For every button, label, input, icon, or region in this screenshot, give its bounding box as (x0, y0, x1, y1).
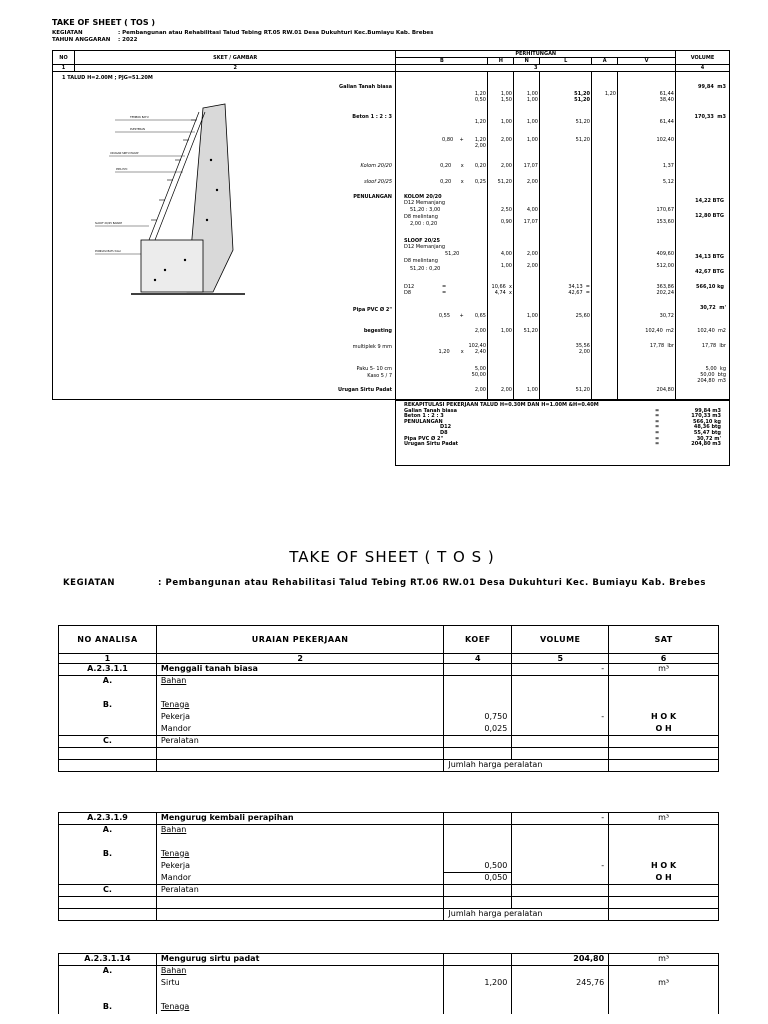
label-kaso: Kaso 5 / 7 (367, 373, 392, 379)
uru-l: 51,20 (575, 387, 590, 393)
num-5: 6 (609, 654, 719, 664)
pipa-vol: 30,72 m' (699, 305, 726, 311)
letter-b-2: B. (59, 849, 157, 861)
rekap-item (404, 442, 721, 448)
kolom-d8: D8 melintang (404, 214, 438, 220)
letter-b-1: B. (59, 700, 157, 712)
th-sketch: SKET / GAMBAR (74, 51, 395, 65)
kegiatan-label: KEGIATAN (52, 30, 83, 36)
th-koef: KOEF (444, 626, 512, 654)
rekap-d12: D12 (404, 284, 415, 290)
th-no-analisa: NO ANALISA (59, 626, 157, 654)
sketch-label-6: PONDASI BATU KALI (95, 250, 121, 253)
sirtu-koef: 1,200 (444, 978, 512, 990)
beg-vol: 102,40 m2 (697, 328, 726, 334)
md-koef-1: 0,025 (444, 724, 512, 736)
peralatan-1: Peralatan (156, 736, 443, 748)
name-3: Mengurug sirtu padat (156, 954, 443, 966)
row4-b: 0,20 x 0,25 (440, 179, 486, 185)
rekap-item-label: Galian Tanah biasa (404, 407, 457, 414)
vol-2: - (512, 813, 609, 825)
num-3: 4 (444, 654, 512, 664)
mul-l: 35,56 2,00 (575, 343, 590, 355)
beg-b: 2,00 (474, 328, 486, 334)
row3-h: 2,00 (500, 163, 512, 169)
row1-l: 51,20 (575, 119, 590, 125)
row2-v: 102,40 (656, 137, 674, 143)
mul-v: 17,78 lbr (649, 343, 674, 349)
berat-l: 34,13 = 42,67 = (568, 284, 590, 296)
rekap-item-dash: = (655, 407, 660, 414)
label-beton: Beton 1 : 2 : 3 (352, 114, 392, 120)
th-n: N (514, 58, 540, 65)
sirtu-3: Sirtu (156, 978, 443, 990)
sirtu-sat: m³ (609, 978, 719, 990)
rekap-item-value: 566,10 kg (693, 418, 721, 425)
berat-h: 10,66 x 4,74 x (491, 284, 512, 296)
sat-3: m³ (609, 954, 719, 966)
letter-a-2: A. (59, 825, 157, 837)
pk-sat-2: H O K (609, 861, 719, 873)
pekerja-1: Pekerja (156, 712, 443, 724)
rekap-item-value: 30,72 m' (696, 435, 721, 442)
uru-n: 1,00 (526, 387, 538, 393)
row1-h: 1,00 (500, 119, 512, 125)
uru-v: 204,80 (656, 387, 674, 393)
sheet1-header (52, 18, 730, 44)
rekap-item-value: 204,80 m3 (691, 441, 721, 448)
pekerja-2: Pekerja (156, 861, 444, 873)
kolom-n: 4,00 17,07 (523, 207, 538, 225)
beg-h: 1,00 (500, 328, 512, 334)
paku-b: 5,00 50,00 (471, 366, 486, 378)
kegiatan-value: : Pembangunan atau Rehabilitasi Talud Tebing RT.05 RW.01 Desa Dukuhturi Kec.Bumiayu Kab. Brebes (118, 30, 434, 36)
code-2: A.2.3.1.9 (59, 813, 157, 825)
paku-vol: 5,00 kg 50,00 btg 204,80 m3 (697, 366, 726, 384)
analisa-table-2 (58, 812, 719, 921)
mul-b: 102,40 1,20 x 2,40 (438, 343, 486, 355)
jumlah-1: Jumlah harga peralatan (444, 760, 609, 772)
pk-vol-2: - (512, 861, 609, 873)
sketch-label-4: PIPA PVC (116, 168, 128, 171)
rekap-eq1: = (442, 284, 447, 290)
sat-2: m³ (609, 813, 719, 825)
sat-1: m³ (609, 664, 719, 676)
row0-h: 1,00 1,50 (500, 91, 512, 103)
letter-a-1: A. (59, 676, 157, 688)
num-4: 5 (512, 654, 609, 664)
tenaga-2: Tenaga (156, 849, 444, 861)
kolom-vol1: 14,22 BTG (695, 198, 724, 204)
num-1: 1 (59, 654, 157, 664)
sketch-label-1: TEMBOK BATU (130, 116, 149, 119)
th-volume2: VOLUME (512, 626, 609, 654)
th-a: A (592, 58, 618, 65)
letter-c-1: C. (59, 736, 157, 748)
sloof-vol1: 34,13 BTG (695, 254, 724, 260)
talud-sketch-drawing (95, 100, 255, 300)
rekap-item-label: Pipa PVC Ø 2" (404, 435, 444, 442)
sloof-n: 2,00 2,00 (526, 251, 538, 269)
peralatan-2: Peralatan (156, 885, 444, 897)
sirtu-vol: 245,76 (512, 978, 609, 990)
sloof-v: 409,60 512,00 (656, 251, 674, 269)
th-b: B (396, 58, 488, 65)
th-h: H (488, 58, 514, 65)
row3-n: 17,07 (523, 163, 538, 169)
rekap-item-label: Urugan Sirtu Padat (404, 441, 459, 448)
uru-b: 2,00 (474, 387, 486, 393)
sheet2-kegiatan-label: KEGIATAN (63, 578, 116, 588)
th-l: L (540, 58, 592, 65)
bahan-3: Bahan (156, 966, 443, 978)
kolom-v: 170,67 153,60 (656, 207, 674, 225)
row0-a: 1,20 (604, 91, 616, 97)
row2-h: 2,00 (500, 137, 512, 143)
tahun-value: : 2022 (118, 37, 138, 43)
label-pipa: Pipa PVC Ø 2" (352, 307, 392, 313)
th-perhitungan: PERHITUNGAN (396, 51, 676, 58)
row2-b: 0,80 + 1,20 2,00 (442, 137, 486, 149)
rekap-item-label: D8 (440, 429, 448, 436)
kolom-vol2: 12,80 BTG (695, 213, 724, 219)
code-1: A.2.3.1.1 (59, 664, 157, 676)
mandor-2: Mandor (156, 873, 444, 885)
label-penulangan: PENULANGAN (353, 194, 392, 200)
th-v: V (618, 58, 676, 65)
berat-vol: 566,10 kg (696, 284, 724, 290)
md-sat-1: O H (609, 724, 719, 736)
pipa-l: 25,60 (575, 313, 590, 319)
row0-vol: 99,84 m3 (698, 84, 726, 90)
sheet2-header (52, 548, 732, 588)
row3-b: 0,20 x 0,20 (440, 163, 486, 169)
sloof-d12: D12 Memanjang (404, 244, 446, 250)
letter-b-3: B. (59, 1002, 157, 1014)
label-multiplek: multiplek 9 mm (352, 344, 392, 350)
rekap-item-dash: = (655, 441, 660, 448)
label-paku: Paku 5- 10 cm (356, 366, 392, 372)
tenaga-3: Tenaga (156, 1002, 443, 1014)
rekap-d8: D8 (404, 290, 412, 296)
item-talud: 1 TALUD H=2.00M ; PJG=51.20M (62, 75, 153, 81)
label-urugan: Urugan Sirtu Padat (337, 387, 392, 393)
uru-h: 2,00 (500, 387, 512, 393)
label-sloof: sloof 20/25 (364, 179, 392, 185)
letter-c-2: C. (59, 885, 157, 897)
rekap-item-label: Beton 1 : 2 : 3 (404, 413, 444, 420)
beg-n: 51,20 (523, 328, 538, 334)
analisa-table-1 (58, 625, 719, 772)
sloof-d8: D8 melintang (404, 258, 438, 264)
label-galian: Galian Tanah biasa (339, 84, 392, 90)
row2-l: 51,20 (575, 137, 590, 143)
sketch-label-5: SLOOF 20/25 BAWAH (95, 222, 123, 225)
colnum-3: 3 (396, 65, 676, 72)
rekap-item-dash: = (655, 424, 660, 431)
sketch-label-2: PLESTERAN (130, 128, 145, 131)
rekap-items (404, 409, 721, 448)
row2-n: 1,00 (526, 137, 538, 143)
mul-vol: 17,78 lbr (701, 343, 726, 349)
vol-3: 204,80 (512, 954, 609, 966)
sheet2-title: TAKE OF SHEET ( T O S ) (289, 548, 495, 566)
jumlah-2: Jumlah harga peralatan (444, 909, 609, 921)
row0-n: 1,00 1,00 (526, 91, 538, 103)
beg-v: 102,40 m2 (645, 328, 674, 334)
pk-koef-2: 0,500 (444, 861, 512, 873)
colnum-1: 1 (53, 65, 75, 72)
md-koef-2: 0,050 (444, 873, 512, 885)
row4-v: 5,12 (662, 179, 674, 185)
sloof-h: 4,00 1,00 (500, 251, 512, 269)
colnum-4: 4 (676, 65, 730, 72)
mandor-1: Mandor (156, 724, 443, 736)
label-kolom: Kolom 20/20 (360, 163, 392, 169)
row4-n: 2,00 (526, 179, 538, 185)
rekap-item-label: PENULANGAN (404, 418, 443, 425)
rekap-eq2: = (442, 290, 447, 296)
row0-b: 1,20 0,50 (474, 91, 486, 103)
sketch-label-3: URUGAN SIRTU PADAT (110, 152, 139, 155)
rekap-title: REKAPITULASI PEKERJAAN TALUD H=0.30M DAN H=1.00M &H=0.40M (404, 402, 599, 408)
rekap-item-dash: = (655, 435, 660, 442)
kolom-title: KOLOM 20/20 (404, 194, 442, 200)
row1-v: 61,44 (659, 119, 674, 125)
th-sat: SAT (609, 626, 719, 654)
bahan-1: Bahan (156, 676, 443, 688)
rekap-item-dash: = (655, 413, 660, 420)
vol-1: - (512, 664, 609, 676)
kolom-d12v: 51,20 : 3,00 (410, 207, 441, 213)
th-uraian: URAIAN PEKERJAAN (156, 626, 443, 654)
letter-a-3: A. (59, 966, 157, 978)
sheet2-kegiatan-value: : Pembangunan atau Rehabilitasi Talud Tebing RT.06 RW.01 Desa Dukuhturi Kec. Bumiayu Kab. Brebes (158, 578, 707, 588)
kolom-d12: D12 Memanjang (404, 200, 446, 206)
row1-vol: 170,33 m3 (694, 114, 726, 120)
num-2: 2 (156, 654, 443, 664)
label-begesting: begesting (363, 328, 392, 334)
rekap-item-label: D12 (440, 424, 452, 431)
sloof-vol (676, 250, 724, 295)
row1-b: 1,20 (474, 119, 486, 125)
sloof-d12v: 51,20 (445, 251, 460, 257)
rekap-item-value: 48,36 btg (693, 424, 721, 431)
analisa-table-3 (58, 953, 719, 1014)
row1-n: 1,00 (526, 119, 538, 125)
pipa-v: 30,72 (659, 313, 674, 319)
th-volume: VOLUME (676, 51, 730, 65)
kolom-h: 2,50 0,90 (500, 207, 512, 225)
rekap-item-value: 55,47 btg (693, 429, 721, 436)
th-no: NO (53, 51, 75, 65)
code-3: A.2.3.1.14 (59, 954, 157, 966)
kolom-d8v: 2,00 : 0,20 (410, 221, 438, 227)
rekap-item-dash: = (655, 418, 660, 425)
rekap-item-value: 170,33 m3 (691, 413, 721, 420)
pk-sat-1: H O K (609, 712, 719, 724)
pipa-n: 1,00 (526, 313, 538, 319)
sloof-vol2: 42,67 BTG (695, 269, 724, 275)
rekap-item-value: 99,84 m3 (694, 407, 721, 414)
pipa-b: 0,55 + 0,65 (438, 313, 486, 319)
sheet1-title: TAKE OF SHEET ( TOS ) (52, 18, 156, 27)
berat-v: 363,86 202,24 (656, 284, 674, 296)
row3-v: 1,37 (662, 163, 674, 169)
row4-h: 51,20 (497, 179, 512, 185)
row0-v: 61,44 38,40 (659, 91, 674, 103)
rekap-item-dash: = (655, 429, 660, 436)
rekapitulasi-box (395, 400, 730, 466)
sloof-title: SLOOF 20/25 (404, 238, 441, 244)
name-2: Mengurug kembali perapihan (156, 813, 444, 825)
name-1: Menggali tanah biasa (156, 664, 443, 676)
pk-koef-1: 0,750 (444, 712, 512, 724)
row0-l: 51,20 51,20 (574, 91, 590, 103)
colnum-2: 2 (74, 65, 395, 72)
pk-vol-1: - (512, 712, 609, 724)
bahan-2: Bahan (156, 825, 444, 837)
tenaga-1: Tenaga (156, 700, 443, 712)
sloof-d8v: 51,20 : 0,20 (410, 266, 441, 272)
tahun-label: TAHUN ANGGARAN (52, 37, 111, 43)
md-sat-2: O H (609, 873, 719, 885)
kolom-vol (676, 194, 724, 224)
